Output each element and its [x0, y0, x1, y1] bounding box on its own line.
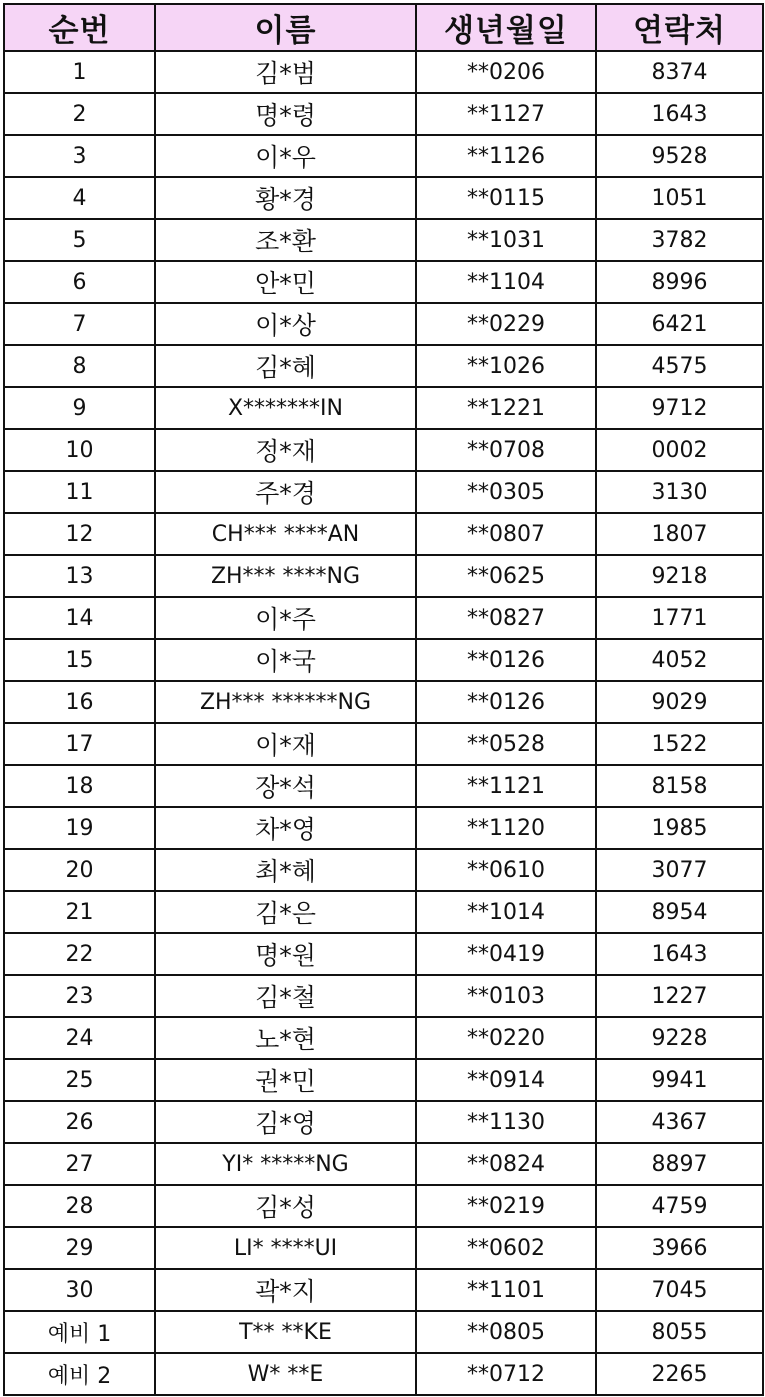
seq-cell: 24	[4, 1017, 155, 1059]
contact-cell: 8055	[596, 1311, 763, 1353]
contact-cell: 3966	[596, 1227, 763, 1269]
contact-cell: 3130	[596, 471, 763, 513]
table-row	[4, 261, 763, 303]
birthdate-cell: **0610	[416, 849, 596, 891]
table-row	[4, 681, 763, 723]
contact-cell: 8897	[596, 1143, 763, 1185]
name-cell: W* **E	[155, 1353, 416, 1395]
birthdate-cell: **1127	[416, 93, 596, 135]
name-cell: 명*령	[155, 93, 416, 135]
birthdate-cell: **0625	[416, 555, 596, 597]
name-cell: 명*원	[155, 933, 416, 975]
birthdate-cell: **0206	[416, 51, 596, 93]
name-cell: 차*영	[155, 807, 416, 849]
contact-cell: 1807	[596, 513, 763, 555]
seq-cell: 1	[4, 51, 155, 93]
seq-cell: 16	[4, 681, 155, 723]
table-row	[4, 471, 763, 513]
seq-cell: 15	[4, 639, 155, 681]
seq-cell: 23	[4, 975, 155, 1017]
seq-cell: 4	[4, 177, 155, 219]
table-row	[4, 1353, 763, 1395]
contact-cell: 8954	[596, 891, 763, 933]
contact-cell: 8996	[596, 261, 763, 303]
table-row	[4, 513, 763, 555]
table-row	[4, 135, 763, 177]
contact-cell: 0002	[596, 429, 763, 471]
seq-cell: 8	[4, 345, 155, 387]
header-seq: 순번	[4, 4, 155, 51]
table-row	[4, 849, 763, 891]
contact-cell: 1771	[596, 597, 763, 639]
birthdate-cell: **0229	[416, 303, 596, 345]
table-row	[4, 93, 763, 135]
contact-cell: 1522	[596, 723, 763, 765]
seq-cell: 26	[4, 1101, 155, 1143]
header-name: 이름	[155, 4, 416, 51]
seq-cell: 17	[4, 723, 155, 765]
name-cell: X*******IN	[155, 387, 416, 429]
name-cell: LI* ****UI	[155, 1227, 416, 1269]
table-row	[4, 891, 763, 933]
seq-cell: 6	[4, 261, 155, 303]
contact-cell: 9218	[596, 555, 763, 597]
birthdate-cell: **0914	[416, 1059, 596, 1101]
birthdate-cell: **1031	[416, 219, 596, 261]
birthdate-cell: **1026	[416, 345, 596, 387]
table-row	[4, 219, 763, 261]
seq-cell: 21	[4, 891, 155, 933]
contact-cell: 6421	[596, 303, 763, 345]
table-row	[4, 597, 763, 639]
contact-cell: 1985	[596, 807, 763, 849]
name-cell: 이*주	[155, 597, 416, 639]
birthdate-cell: **1221	[416, 387, 596, 429]
name-cell: 이*우	[155, 135, 416, 177]
contact-cell: 8374	[596, 51, 763, 93]
birthdate-cell: **0805	[416, 1311, 596, 1353]
birthdate-cell: **1101	[416, 1269, 596, 1311]
seq-cell: 27	[4, 1143, 155, 1185]
name-cell: 이*국	[155, 639, 416, 681]
seq-cell: 30	[4, 1269, 155, 1311]
name-cell: 주*경	[155, 471, 416, 513]
birthdate-cell: **0126	[416, 639, 596, 681]
seq-cell: 예비 1	[4, 1311, 155, 1353]
name-cell: 안*민	[155, 261, 416, 303]
name-cell: 김*성	[155, 1185, 416, 1227]
contact-cell: 8158	[596, 765, 763, 807]
birthdate-cell: **1130	[416, 1101, 596, 1143]
name-cell: T** **KE	[155, 1311, 416, 1353]
contact-cell: 9941	[596, 1059, 763, 1101]
seq-cell: 14	[4, 597, 155, 639]
table-row	[4, 555, 763, 597]
birthdate-cell: **0220	[416, 1017, 596, 1059]
seq-cell: 20	[4, 849, 155, 891]
seq-cell: 7	[4, 303, 155, 345]
seq-cell: 18	[4, 765, 155, 807]
seq-cell: 11	[4, 471, 155, 513]
seq-cell: 13	[4, 555, 155, 597]
birthdate-cell: **0712	[416, 1353, 596, 1395]
birthdate-cell: **0103	[416, 975, 596, 1017]
table-row	[4, 387, 763, 429]
birthdate-cell: **1120	[416, 807, 596, 849]
table-row	[4, 639, 763, 681]
table-row	[4, 1185, 763, 1227]
seq-cell: 9	[4, 387, 155, 429]
table-row	[4, 1143, 763, 1185]
name-cell: 김*철	[155, 975, 416, 1017]
contact-cell: 9528	[596, 135, 763, 177]
contact-cell: 4052	[596, 639, 763, 681]
table-header	[4, 4, 763, 51]
table-row	[4, 345, 763, 387]
table-row	[4, 1101, 763, 1143]
name-cell: 황*경	[155, 177, 416, 219]
table-row	[4, 1269, 763, 1311]
seq-cell: 28	[4, 1185, 155, 1227]
roster-table	[3, 3, 764, 1396]
name-cell: 최*혜	[155, 849, 416, 891]
name-cell: 권*민	[155, 1059, 416, 1101]
name-cell: CH*** ****AN	[155, 513, 416, 555]
name-cell: 김*영	[155, 1101, 416, 1143]
contact-cell: 7045	[596, 1269, 763, 1311]
seq-cell: 19	[4, 807, 155, 849]
birthdate-cell: **1121	[416, 765, 596, 807]
seq-cell: 12	[4, 513, 155, 555]
contact-cell: 2265	[596, 1353, 763, 1395]
birthdate-cell: **0528	[416, 723, 596, 765]
seq-cell: 22	[4, 933, 155, 975]
name-cell: ZH*** ****NG	[155, 555, 416, 597]
name-cell: YI* *****NG	[155, 1143, 416, 1185]
table-row	[4, 1227, 763, 1269]
seq-cell: 3	[4, 135, 155, 177]
birthdate-cell: **0824	[416, 1143, 596, 1185]
birthdate-cell: **0115	[416, 177, 596, 219]
seq-cell: 예비 2	[4, 1353, 155, 1395]
name-cell: 김*혜	[155, 345, 416, 387]
seq-cell: 29	[4, 1227, 155, 1269]
table-row	[4, 303, 763, 345]
seq-cell: 5	[4, 219, 155, 261]
contact-cell: 3782	[596, 219, 763, 261]
contact-cell: 9228	[596, 1017, 763, 1059]
birthdate-cell: **0219	[416, 1185, 596, 1227]
table-row	[4, 933, 763, 975]
birthdate-cell: **0419	[416, 933, 596, 975]
table-row	[4, 807, 763, 849]
table-row	[4, 177, 763, 219]
header-birthdate: 생년월일	[416, 4, 596, 51]
name-cell: 이*재	[155, 723, 416, 765]
header-row	[4, 4, 763, 51]
table-row	[4, 51, 763, 93]
name-cell: 노*현	[155, 1017, 416, 1059]
table-row	[4, 1311, 763, 1353]
birthdate-cell: **1014	[416, 891, 596, 933]
contact-cell: 3077	[596, 849, 763, 891]
contact-cell: 4575	[596, 345, 763, 387]
contact-cell: 1051	[596, 177, 763, 219]
birthdate-cell: **0807	[416, 513, 596, 555]
contact-cell: 9029	[596, 681, 763, 723]
contact-cell: 4759	[596, 1185, 763, 1227]
contact-cell: 9712	[596, 387, 763, 429]
table-body	[4, 51, 763, 1395]
name-cell: 김*범	[155, 51, 416, 93]
seq-cell: 25	[4, 1059, 155, 1101]
name-cell: 이*상	[155, 303, 416, 345]
contact-cell: 1227	[596, 975, 763, 1017]
name-cell: 김*은	[155, 891, 416, 933]
name-cell: 장*석	[155, 765, 416, 807]
birthdate-cell: **0827	[416, 597, 596, 639]
birthdate-cell: **0708	[416, 429, 596, 471]
name-cell: 정*재	[155, 429, 416, 471]
contact-cell: 4367	[596, 1101, 763, 1143]
seq-cell: 2	[4, 93, 155, 135]
name-cell: 곽*지	[155, 1269, 416, 1311]
birthdate-cell: **0602	[416, 1227, 596, 1269]
seq-cell: 10	[4, 429, 155, 471]
contact-cell: 1643	[596, 93, 763, 135]
birthdate-cell: **1126	[416, 135, 596, 177]
name-cell: ZH*** ******NG	[155, 681, 416, 723]
table-row	[4, 1017, 763, 1059]
header-contact: 연락처	[596, 4, 763, 51]
table-row	[4, 765, 763, 807]
birthdate-cell: **1104	[416, 261, 596, 303]
table-row	[4, 1059, 763, 1101]
birthdate-cell: **0126	[416, 681, 596, 723]
birthdate-cell: **0305	[416, 471, 596, 513]
name-cell: 조*환	[155, 219, 416, 261]
contact-cell: 1643	[596, 933, 763, 975]
table-row	[4, 975, 763, 1017]
table-row	[4, 429, 763, 471]
table-row	[4, 723, 763, 765]
